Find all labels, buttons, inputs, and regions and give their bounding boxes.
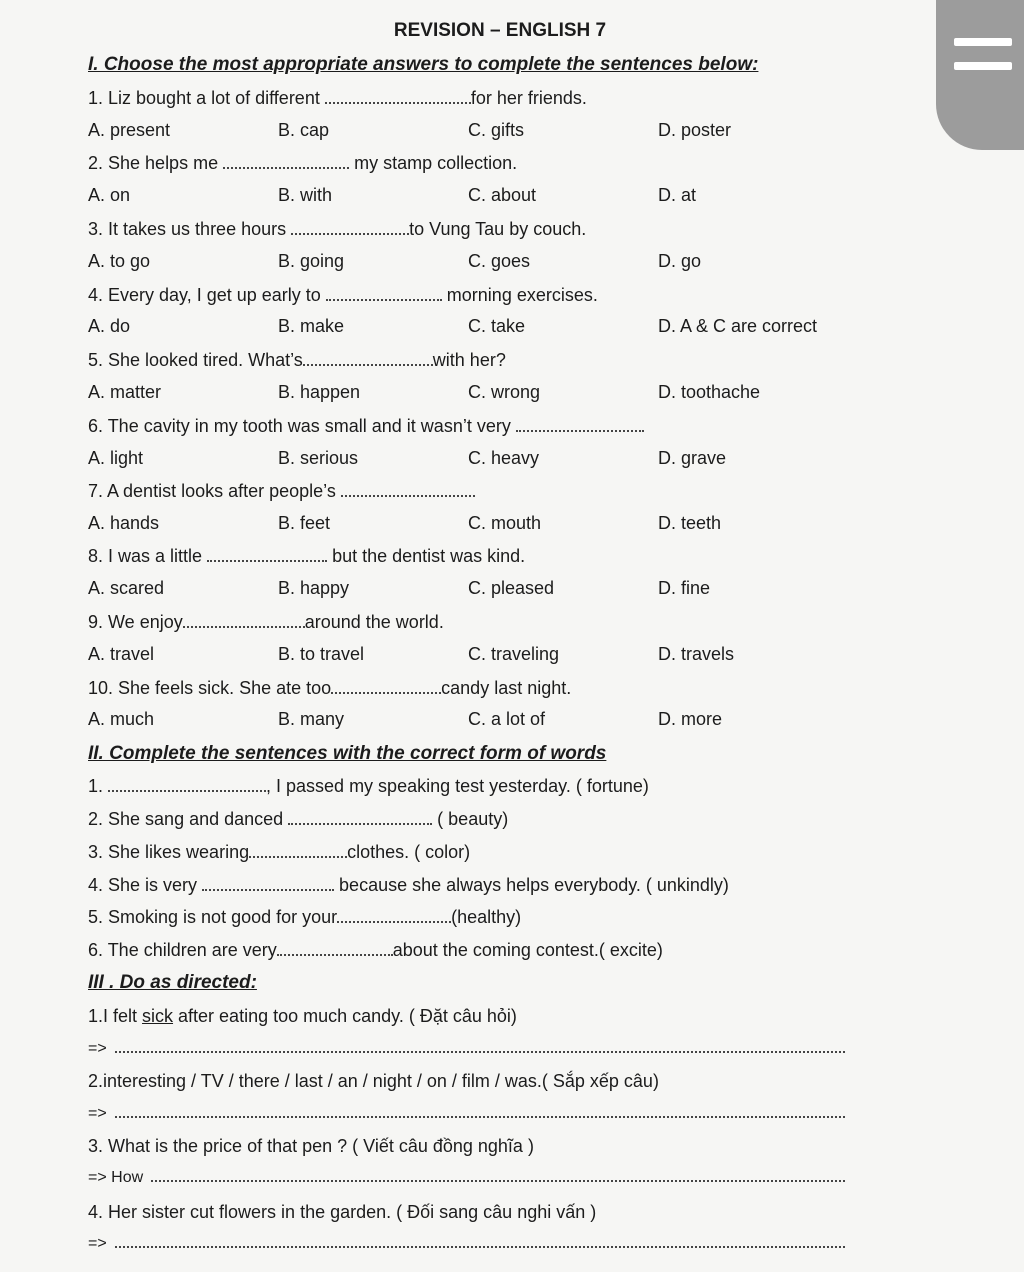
options-row-4: [88, 316, 948, 342]
item-text: 4. She is very: [88, 875, 203, 895]
question-9: [88, 612, 444, 633]
item-text: about the coming contest.( excite): [392, 940, 663, 960]
word-form-item-2: [88, 809, 508, 830]
section-3-heading: III . Do as directed:: [88, 972, 257, 993]
question-text: 5. She looked tired. What’s: [88, 350, 303, 370]
answer-line-2: [88, 1104, 845, 1123]
underlined-word: sick: [142, 1006, 174, 1026]
option-d: D. travels: [658, 644, 735, 664]
item-text: 2.interesting / TV / there / last / an / night / on / film / was.( Sắp xếp câu): [88, 1071, 659, 1091]
question-6: [88, 416, 644, 437]
options-row-5: [88, 382, 948, 408]
answer-blank: [341, 481, 475, 497]
option-c: C. wrong: [468, 382, 541, 402]
answer-blank: [207, 546, 327, 562]
item-text: 4. Her sister cut flowers in the garden. ( Đối sang câu nghi vấn ): [88, 1202, 597, 1222]
question-text: 8. I was a little: [88, 546, 208, 566]
option-c: C. take: [468, 316, 526, 336]
option-a: A. present: [88, 120, 171, 140]
question-2: [88, 153, 517, 174]
options-row-1: [88, 120, 948, 146]
page-title: REVISION – ENGLISH 7: [393, 20, 607, 41]
option-b: B. many: [278, 709, 345, 729]
option-b: B. with: [278, 185, 333, 205]
item-text: 6. The children are very: [88, 940, 277, 960]
answer-blank: [115, 1039, 845, 1053]
item-text: 3. She likes wearing: [88, 842, 250, 862]
options-row-2: [88, 185, 948, 211]
answer-blank: [202, 875, 334, 891]
word-form-item-6: [88, 940, 663, 961]
question-text: for her friends.: [470, 88, 587, 108]
option-c: C. about: [468, 185, 537, 205]
question-text: candy last night.: [441, 678, 572, 698]
option-c: C. pleased: [468, 578, 555, 598]
question-5: [88, 350, 506, 371]
item-text: ( beauty): [432, 809, 509, 829]
answer-blank: [337, 907, 451, 923]
item-text: , I passed my speaking test yesterday. ( fortune): [266, 776, 649, 796]
item-text: 1.I felt: [88, 1006, 143, 1026]
directed-item-2: [88, 1071, 659, 1092]
option-a: A. travel: [88, 644, 155, 664]
answer-blank: [108, 776, 266, 792]
item-text: after eating too much candy. ( Đặt câu hỏi): [173, 1006, 517, 1026]
option-b: B. make: [278, 316, 345, 336]
option-d: D. grave: [658, 448, 727, 468]
question-text: my stamp collection.: [349, 153, 518, 173]
word-form-item-5: [88, 907, 521, 928]
menu-icon: [954, 38, 1012, 46]
answer-blank: [288, 809, 432, 825]
question-text: but the dentist was kind.: [327, 546, 526, 566]
question-3: [88, 219, 586, 240]
word-form-item-3: [88, 842, 470, 863]
answer-line-1: [88, 1039, 845, 1058]
word-form-item-1: [88, 776, 649, 797]
options-row-6: [88, 448, 948, 474]
question-1: [88, 88, 587, 109]
option-a: A. hands: [88, 513, 160, 533]
answer-line-4: [88, 1234, 845, 1253]
option-c: C. traveling: [468, 644, 560, 664]
answer-blank: [249, 842, 347, 858]
option-d: D. go: [658, 251, 702, 271]
answer-prefix: =>: [88, 1040, 107, 1057]
menu-icon: [954, 62, 1012, 70]
option-a: A. matter: [88, 382, 162, 402]
section-2-heading: II. Complete the sentences with the correct form of words: [88, 743, 607, 764]
question-text: 1. Liz bought a lot of different: [88, 88, 325, 108]
item-text: 2. She sang and danced: [88, 809, 289, 829]
question-text: around the world.: [304, 612, 444, 632]
question-text: 9. We enjoy: [88, 612, 183, 632]
option-c: C. gifts: [468, 120, 525, 140]
question-text: 3. It takes us three hours: [88, 219, 292, 239]
option-a: A. light: [88, 448, 144, 468]
answer-blank: [223, 153, 349, 169]
options-row-8: [88, 578, 948, 604]
question-text: to Vung Tau by couch.: [409, 219, 587, 239]
item-text: clothes. ( color): [347, 842, 471, 862]
option-a: A. on: [88, 185, 131, 205]
question-8: [88, 546, 525, 567]
option-a: A. to go: [88, 251, 151, 271]
question-text: 10. She feels sick. She ate too: [88, 678, 332, 698]
item-text: 5. Smoking is not good for your: [88, 907, 338, 927]
answer-blank: [115, 1234, 845, 1248]
option-b: B. cap: [278, 120, 330, 140]
item-text: (healthy): [451, 907, 522, 927]
answer-blank: [151, 1168, 845, 1182]
option-b: B. happy: [278, 578, 350, 598]
question-text: 4. Every day, I get up early to: [88, 285, 326, 305]
options-row-10: [88, 709, 948, 735]
option-a: A. scared: [88, 578, 165, 598]
answer-blank: [516, 416, 644, 432]
question-text: 6. The cavity in my tooth was small and it wasn’t very: [88, 416, 516, 436]
directed-item-4: [88, 1202, 596, 1223]
answer-prefix: =>: [88, 1105, 107, 1122]
options-row-3: [88, 251, 948, 277]
option-d: D. fine: [658, 578, 711, 598]
question-7: [88, 481, 475, 502]
question-10: [88, 678, 571, 699]
options-row-9: [88, 644, 948, 670]
section-1-heading: I. Choose the most appropriate answers to complete the sentences below:: [88, 54, 759, 75]
answer-prefix: => How: [88, 1169, 144, 1186]
answer-blank: [183, 612, 305, 628]
option-b: B. to travel: [278, 644, 365, 664]
answer-blank: [325, 88, 471, 104]
option-c: C. mouth: [468, 513, 542, 533]
answer-blank: [331, 678, 441, 694]
item-text: 3. What is the price of that pen ? ( Viết câu đồng nghĩa ): [88, 1136, 534, 1156]
option-c: C. a lot of: [468, 709, 546, 729]
option-d: D. at: [658, 185, 697, 205]
option-b: B. happen: [278, 382, 361, 402]
option-d: D. more: [658, 709, 723, 729]
option-a: A. much: [88, 709, 155, 729]
option-b: B. going: [278, 251, 345, 271]
question-text: morning exercises.: [441, 285, 598, 305]
directed-item-3: [88, 1136, 534, 1157]
answer-blank: [291, 219, 409, 235]
question-text: with her?: [432, 350, 506, 370]
question-text: 7. A dentist looks after people’s: [88, 481, 341, 501]
item-text: 1.: [88, 776, 109, 796]
answer-blank: [326, 285, 442, 301]
options-row-7: [88, 513, 948, 539]
directed-item-1: [88, 1006, 517, 1027]
option-d: D. toothache: [658, 382, 761, 402]
item-text: because she always helps everybody. ( unkindly): [334, 875, 729, 895]
answer-blank: [303, 350, 433, 366]
option-d: D. poster: [658, 120, 732, 140]
question-text: 2. She helps me: [88, 153, 224, 173]
menu-tab[interactable]: [936, 0, 1024, 150]
option-c: C. heavy: [468, 448, 540, 468]
word-form-item-4: [88, 875, 729, 896]
option-b: B. serious: [278, 448, 359, 468]
option-b: B. feet: [278, 513, 331, 533]
answer-blank: [277, 940, 393, 956]
option-a: A. do: [88, 316, 131, 336]
option-d: D. A & C are correct: [658, 316, 818, 336]
answer-prefix: =>: [88, 1235, 107, 1252]
option-c: C. goes: [468, 251, 531, 271]
question-4: [88, 285, 598, 306]
answer-line-3: [88, 1168, 845, 1187]
option-d: D. teeth: [658, 513, 722, 533]
answer-blank: [115, 1104, 845, 1118]
